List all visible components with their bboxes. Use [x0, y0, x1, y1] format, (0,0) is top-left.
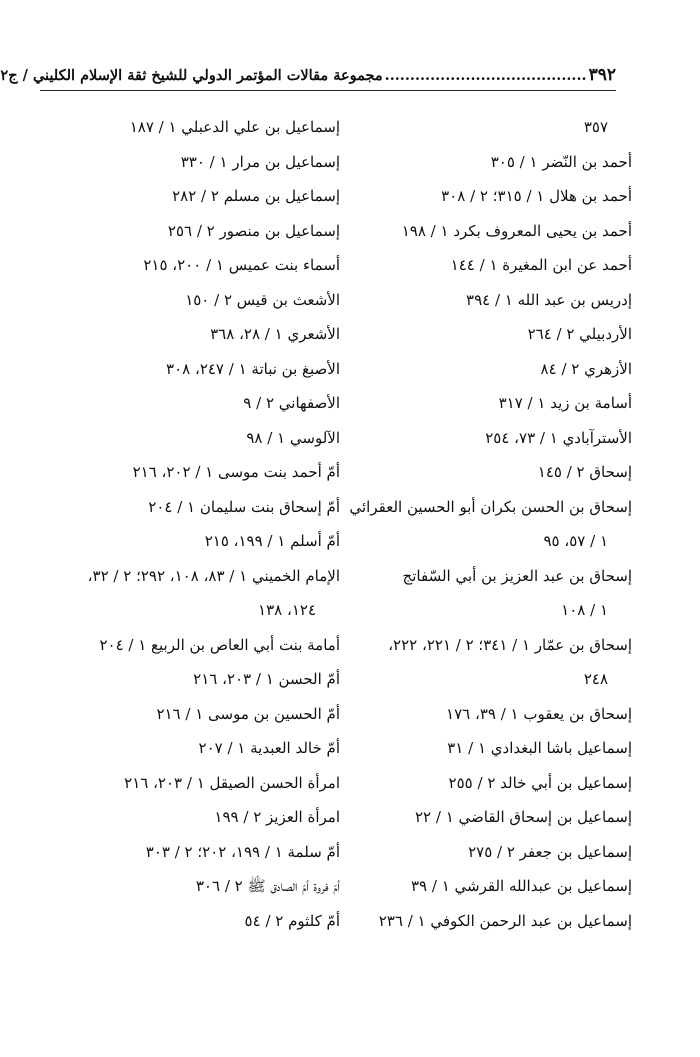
index-entry: إسحاق بن عمّار ١ / ٣٤١؛ ٢ / ٢٢١، ٢٢٢، [388, 635, 632, 654]
index-entry: أمّ الحسين بن موسى ١ / ٢١٦ [156, 704, 340, 723]
index-column-left [40, 110, 340, 938]
index-entry: أمّ خالد العبدية ١ / ٢٠٧ [198, 739, 340, 757]
index-entry-continuation: ٣٥٧ [583, 118, 608, 136]
index-entry: أمّ فروة أمّ الصادق ﷺ ٢ / ٣٠٦ [195, 877, 340, 895]
index-entry: أحمد عن ابن المغيرة ١ / ١٤٤ [450, 256, 632, 274]
index-entry: امرأة الحسن الصيقل ١ / ٢٠٣، ٢١٦ [124, 773, 340, 792]
index-entry: إسحاق بن الحسن بكران أبو الحسين العقرائي [349, 497, 632, 516]
running-header [0, 62, 616, 88]
index-entry: أمّ سلمة ١ / ١٩٩، ٢٠٢؛ ٢ / ٣٠٣ [145, 842, 340, 861]
index-entry: الأسترآبادي ١ / ٧٣، ٢٥٤ [485, 428, 632, 447]
index-entry: أمّ الحسن ١ / ٢٠٣، ٢١٦ [193, 670, 340, 688]
index-entry: الإمام الخميني ١ / ٨٣، ١٠٨، ٢٩٢؛ ٢ / ٣٢، [87, 566, 340, 585]
index-entry: الأشعث بن قيس ٢ / ١٥٠ [185, 290, 340, 309]
index-entry: أحمد بن هلال ١ / ٣١٥؛ ٢ / ٣٠٨ [441, 187, 632, 205]
index-entry: إسماعيل بن جعفر ٢ / ٢٧٥ [468, 842, 632, 861]
index-entry: الآلوسي ١ / ٩٨ [246, 428, 340, 447]
index-entry: إسحاق ٢ / ١٤٥ [537, 463, 632, 481]
index-entry: أسماء بنت عميس ١ / ٢٠٠، ٢١٥ [143, 256, 340, 274]
index-entry-continuation: ١ / ١٠٨ [561, 601, 608, 619]
index-entry: إسماعيل بن إسحاق القاضي ١ / ٢٢ [414, 808, 632, 826]
index-entry: أمّ أسلم ١ / ١٩٩، ٢١٥ [204, 532, 340, 550]
index-entry-continuation: ١ / ٥٧، ٩٥ [543, 532, 608, 550]
index-entry: إسحاق بن يعقوب ١ / ٣٩، ١٧٦ [446, 704, 632, 723]
index-entry: أمّ كلثوم ٢ / ٥٤ [244, 911, 340, 930]
page-number: ٣٩٢ [588, 65, 616, 85]
index-entry: أمامة بنت أبي العاص بن الربيع ١ / ٢٠٤ [99, 635, 340, 654]
index-entry-continuation: ٢٤٨ [583, 670, 608, 688]
header-dots: ........................................ [384, 66, 587, 84]
index-entry: امرأة العزيز ٢ / ١٩٩ [214, 808, 340, 826]
index-entry: إسماعيل بن علي الدعبلي ١ / ١٨٧ [129, 118, 340, 136]
header-divider [40, 90, 616, 91]
index-entry: أحمد بن النّضر ١ / ٣٠٥ [490, 152, 632, 171]
index-entry: أسامة بن زيد ١ / ٣١٧ [498, 394, 632, 412]
index-entry: إسحاق بن عبد العزيز بن أبي السّفاتج [402, 566, 632, 585]
index-entry: إسماعيل بن مسلم ٢ / ٢٨٢ [172, 187, 340, 205]
index-entry: أحمد بن يحيى المعروف بكرد ١ / ١٩٨ [401, 221, 632, 240]
index-entry: الأزهري ٢ / ٨٤ [540, 359, 632, 378]
index-entry: الأصبغ بن نباتة ١ / ٢٤٧، ٣٠٨ [166, 359, 340, 378]
index-entry: إسماعيل بن أبي خالد ٢ / ٢٥٥ [448, 773, 632, 792]
index-entry: الأردبيلي ٢ / ٢٦٤ [527, 325, 632, 343]
index-entry: إسماعيل بن مرار ١ / ٣٣٠ [180, 152, 340, 171]
book-title: مجموعة مقالات المؤتمر الدولي للشيخ ثقة الإسلام الكليني / ج٢ [0, 66, 383, 84]
index-entry: إسماعيل باشا البغدادي ١ / ٣١ [447, 739, 632, 757]
index-entry: إسماعيل بن منصور ٢ / ٢٥٦ [167, 221, 340, 240]
index-entry: إسماعيل بن عبد الرحمن الكوفي ١ / ٢٣٦ [378, 911, 632, 930]
index-entry: أمّ إسحاق بنت سليمان ١ / ٢٠٤ [148, 497, 340, 516]
index-column-right [336, 110, 632, 938]
index-entry: الأصفهاني ٢ / ٩ [243, 394, 340, 412]
index-entry: إسماعيل بن عبدالله القرشي ١ / ٣٩ [410, 877, 632, 895]
index-entry: الأشعري ١ / ٢٨، ٣٦٨ [210, 325, 340, 343]
index-entry: أمّ أحمد بنت موسى ١ / ٢٠٢، ٢١٦ [132, 463, 340, 481]
index-entry: إدريس بن عبد الله ١ / ٣٩٤ [466, 290, 632, 309]
index-entry-continuation: ١٢٤، ١٣٨ [258, 601, 316, 619]
